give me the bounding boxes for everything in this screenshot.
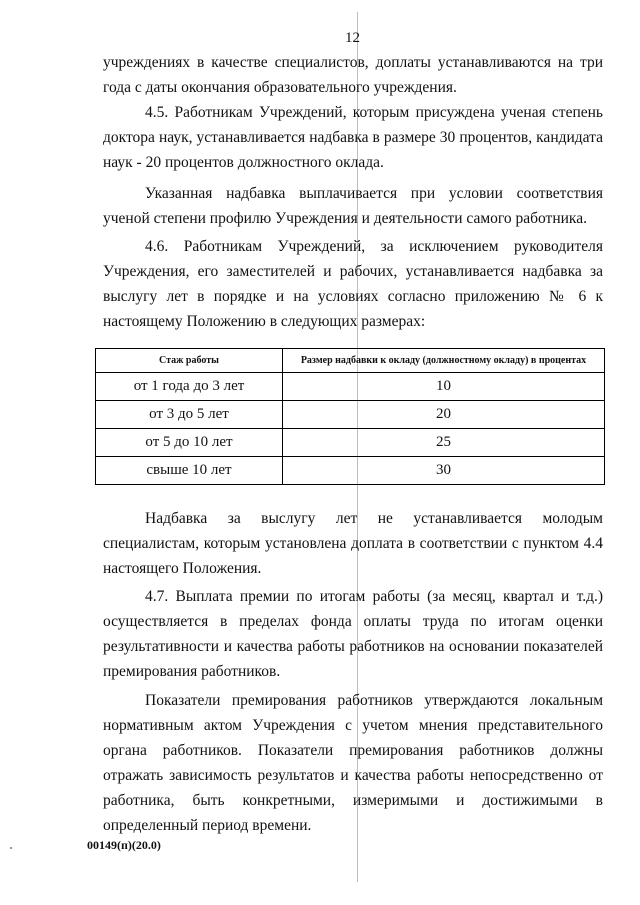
paragraph-4-7: 4.7. Выплата премии по итогам работы (за месяц, квартал и т.д.) осуществляется в пределах фонда оплаты труда по итогам оценки результативности и качества работы работников на основании показателей премирования работников. — [103, 588, 603, 680]
table-cell-percent: 30 — [283, 457, 605, 485]
table-row — [96, 457, 605, 485]
table-header-row — [96, 349, 605, 373]
page-number: 12 — [345, 30, 360, 46]
document-code: 00149(п)(20.0) — [87, 838, 161, 852]
table-header-experience: Стаж работы — [96, 349, 283, 373]
paragraph-bonus-indicators: Показатели премирования работников утверждаются локальным нормативным актом Учреждения с учетом мнения представительного органа работников. Показатели премирования работников должны отражать зависимость результатов и качества работы непосредственно от работника, быть конкретными, измеримыми и достижимыми в определенный период времени. — [103, 692, 603, 834]
paragraph-degree-condition: Указанная надбавка выплачивается при условии соответствия ученой степени профилю Учреждения и деятельности самого работника. — [103, 185, 603, 227]
paragraph-young-specialists: Надбавка за выслугу лет не устанавливается молодым специалистам, которым установлена доплата в соответствии с пунктом 4.4 настоящего Положения. — [103, 510, 603, 577]
paragraph-continuation: учреждениях в качестве специалистов, доплаты устанавливаются на три года с даты окончания образовательного учреждения. — [103, 54, 603, 96]
table-cell-experience: от 5 до 10 лет — [96, 429, 283, 457]
seniority-bonus-table — [95, 348, 605, 485]
table-cell-percent: 20 — [283, 401, 605, 429]
table-row — [96, 429, 605, 457]
scan-speck — [10, 847, 12, 849]
table-cell-experience: от 3 до 5 лет — [96, 401, 283, 429]
paragraph-4-6: 4.6. Работникам Учреждений, за исключением руководителя Учреждения, его заместителей и рабочих, устанавливается надбавка за выслугу лет в порядке и на условиях согласно приложению № 6 к настоящему Положению в следующих размерах: — [103, 238, 603, 330]
table-row — [96, 401, 605, 429]
table-cell-percent: 10 — [283, 373, 605, 401]
table-row — [96, 373, 605, 401]
table-cell-experience: свыше 10 лет — [96, 457, 283, 485]
table-header-bonus-size: Размер надбавки к окладу (должностному окладу) в процентах — [283, 349, 605, 373]
table-cell-experience: от 1 года до 3 лет — [96, 373, 283, 401]
paragraph-4-5: 4.5. Работникам Учреждений, которым присуждена ученая степень доктора наук, устанавливается надбавка в размере 30 процентов, кандидата наук - 20 процентов должностного оклада. — [103, 104, 603, 171]
table-cell-percent: 25 — [283, 429, 605, 457]
